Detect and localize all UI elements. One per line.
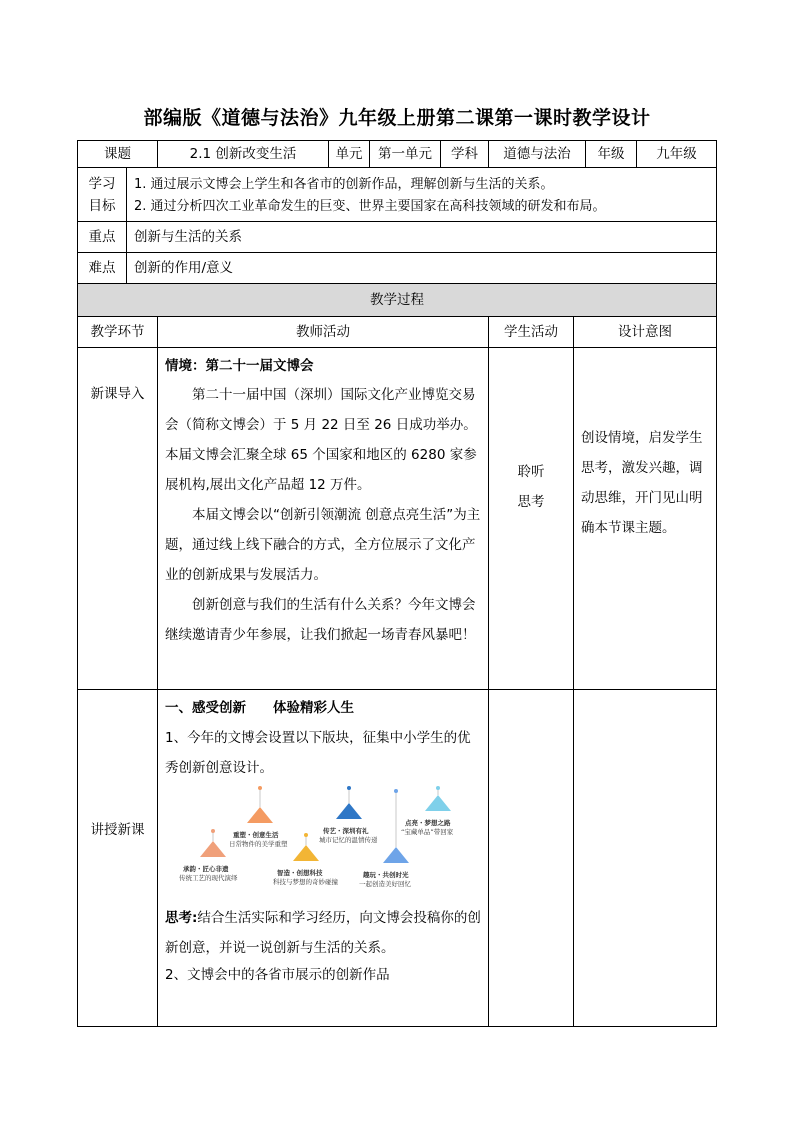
diagram-dot (304, 833, 308, 837)
stage-intro: 新课导入 (77, 347, 158, 690)
diagram-section-subtitle: 传统工艺的现代演绎 (179, 874, 238, 882)
diagram-section-title: 承韵・匠心非遗 (183, 865, 229, 873)
diagram-section-subtitle: 城市记忆的温情传递 (319, 836, 378, 844)
diagram-section-title: 智造・创想科技 (277, 869, 323, 877)
diagram-dot (347, 786, 351, 790)
column-header-teacher: 教师活动 (157, 316, 489, 348)
difficulty-label: 难点 (77, 252, 127, 284)
think-question: 思考:结合生活实际和学习经历，向文博会投稿你的创新创意，并说一说创新与生活的关系。 (165, 910, 481, 956)
student-activity-intro: 聆听 思考 (488, 347, 574, 690)
diagram-triangle (293, 845, 319, 861)
key-point-label: 重点 (77, 221, 127, 253)
teacher-activity-lecture (157, 689, 489, 1027)
goal-item: 1. 通过展示文博会上学生和各省市的创新作品，理解创新与生活的关系。 (134, 177, 554, 192)
lesson-label: 课题 (77, 140, 158, 168)
diagram-section-title: 传艺・深圳有礼 (323, 827, 369, 835)
diagram-section-subtitle: “宝藏单品”带回家 (401, 828, 454, 836)
diagram-triangle (200, 841, 226, 857)
diagram-section-title: 趣玩・共创时光 (363, 871, 409, 879)
process-header: 教学过程 (77, 283, 717, 317)
diagram-dot (258, 786, 262, 790)
difficulty-value: 创新的作用/意义 (126, 252, 717, 284)
diagram-triangle (247, 807, 273, 823)
diagram-triangle (425, 795, 451, 811)
diagram-dot (436, 786, 440, 790)
diagram-section-subtitle: 科技与梦想的奇妙碰撞 (273, 878, 338, 886)
stage-lecture: 讲授新课 (77, 689, 158, 1027)
expo-sections-diagram (165, 783, 482, 903)
subject-value: 道德与法治 (488, 140, 586, 168)
teacher-activity-intro (157, 347, 489, 690)
intro-paragraph-3: 创新创意与我们的生活有什么关系？今年文博会继续邀请青少年参展，让我们掀起一场青春风暴吧！ (165, 597, 476, 643)
unit-label: 单元 (328, 140, 370, 168)
column-header-student: 学生活动 (488, 316, 574, 348)
goals-label: 学习 目标 (77, 167, 127, 222)
student-activity-lecture (488, 689, 574, 1027)
diagram-section-subtitle: 一起创造美好回忆 (359, 880, 411, 888)
document-title: 部编版《道德与法治》九年级上册第二课第一课时教学设计 (143, 107, 651, 129)
diagram-section-title: 重塑・创意生活 (233, 831, 279, 839)
lesson-value: 2.1 创新改变生活 (157, 140, 329, 168)
diagram-dot (211, 829, 215, 833)
intro-paragraph-1: 第二十一届中国（深圳）国际文化产业博览交易会（简称文博会）于 5 月 22 日至 26 日成功举办。本届文博会汇聚全球 65 个国家和地区的 6280 家参展机构,展出文化产品超 12 万件。 (165, 387, 477, 493)
unit-value: 第一单元 (369, 140, 441, 168)
column-header-stage: 教学环节 (77, 316, 158, 348)
goal-item: 2. 通过分析四次工业革命发生的巨变、世界主要国家在高科技领域的研发和布局。 (134, 199, 606, 214)
lecture-paragraph-2: 2、文博会中的各省市展示的创新作品 (165, 967, 390, 983)
diagram-section-title: 点亮・梦想之路 (405, 819, 451, 827)
diagram-triangle (383, 847, 409, 863)
diagram-section-subtitle: 日常物件的美学重塑 (229, 840, 288, 848)
goals-content (126, 167, 717, 222)
grade-value: 九年级 (636, 140, 717, 168)
key-point-value: 创新与生活的关系 (126, 221, 717, 253)
design-intent-lecture (573, 689, 717, 1027)
lecture-paragraph-1: 1、今年的文博会设置以下版块，征集中小学生的优秀创新创意设计。 (165, 730, 471, 776)
subject-label: 学科 (440, 140, 489, 168)
grade-label: 年级 (585, 140, 637, 168)
diagram-triangle (336, 803, 362, 819)
diagram-dot (394, 789, 398, 793)
scenario-heading: 情境：第二十一届文博会 (165, 358, 314, 374)
intro-paragraph-2: 本届文博会以“创新引领潮流 创意点亮生活”为主题，通过线上线下融合的方式，全方位展示了文化产业的创新成果与发展活力。 (165, 507, 481, 583)
design-intent-intro: 创设情境，启发学生思考，激发兴趣，调动思维，开门见山明确本节课主题。 (573, 347, 717, 690)
section-heading: 一、感受创新 体验精彩人生 (165, 700, 354, 716)
column-header-intent: 设计意图 (573, 316, 717, 348)
